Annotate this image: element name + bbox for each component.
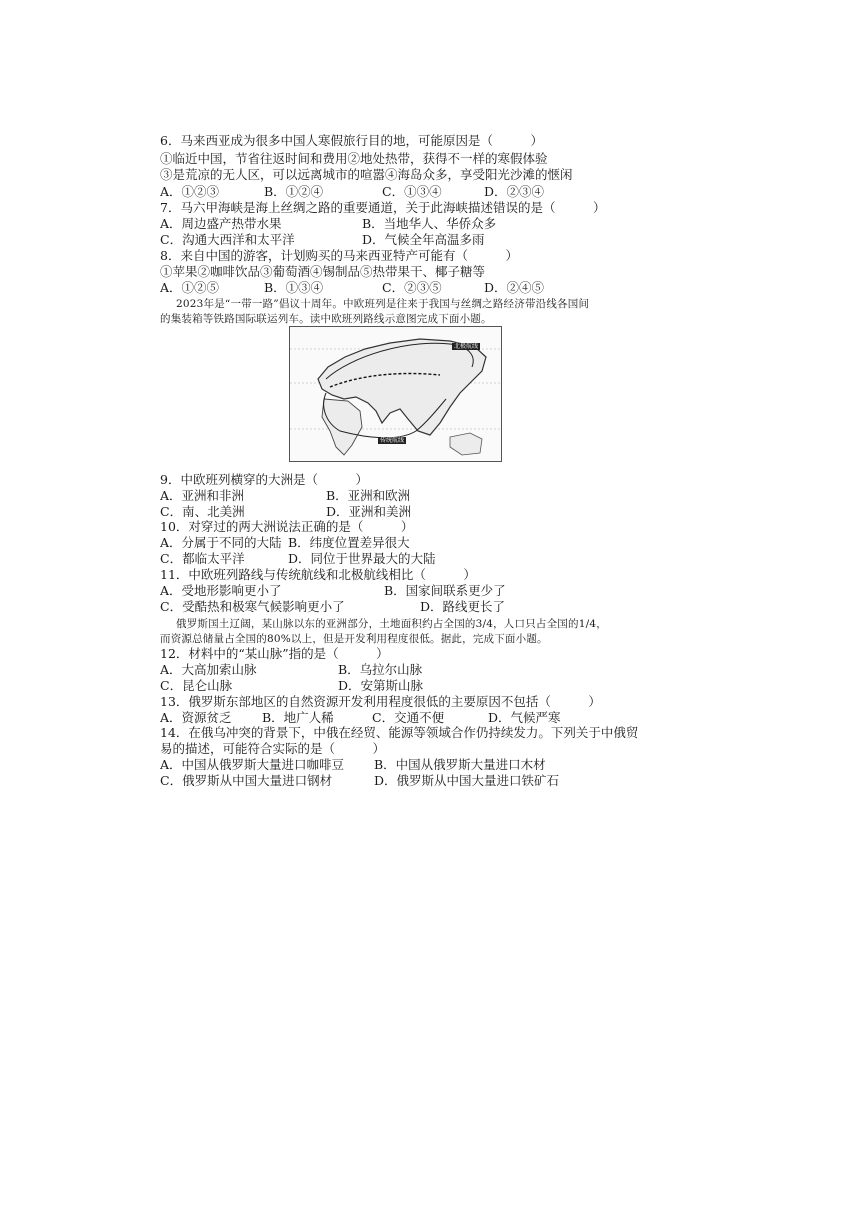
- q12-option-a: A．大高加索山脉: [160, 662, 257, 677]
- q6-stem: 6．马来西亚成为很多中国人寒假旅行目的地，可能原因是（ ）: [160, 133, 543, 148]
- china-europe-railway-map: [289, 326, 502, 462]
- q12-option-c: C．昆仑山脉: [160, 678, 233, 693]
- q9-option-a: A．亚洲和非洲: [160, 488, 245, 503]
- q11-option-a: A．受地形影响更小了: [160, 583, 282, 598]
- passage-1-line-1: 2023年是“一带一路”倡议十周年。中欧班列是往来于我国与丝绸之路经济带沿线各国间: [176, 298, 590, 310]
- q10-option-a: A．分属于不同的大陆: [160, 535, 282, 550]
- q10-option-b: B．纬度位置差异很大: [288, 535, 410, 550]
- q6-option-d: D．②③④: [484, 184, 545, 199]
- q9-option-d: D．亚洲和美洲: [326, 504, 412, 519]
- q11-option-c: C．受酷热和极寒气候影响更小了: [160, 599, 345, 614]
- q14-stem-line-2: 易的描述，可能符合实际的是（ ）: [160, 741, 386, 756]
- q8-option-c: C．②③⑤: [382, 280, 442, 295]
- q10-stem: 10．对穿过的两大洲说法正确的是（ ）: [160, 519, 414, 534]
- q13-option-c: C．交通不便: [372, 710, 445, 725]
- australia-landmass: [450, 433, 482, 455]
- q8-stem: 8．来自中国的游客，计划购买的马来西亚特产可能有（ ）: [160, 248, 518, 263]
- q12-option-d: D．安第斯山脉: [338, 678, 424, 693]
- q8-option-b: B．①③④: [264, 280, 324, 295]
- q14-option-a: A．中国从俄罗斯大量进口咖啡豆: [160, 757, 345, 772]
- q6-option-c: C．①③④: [382, 184, 442, 199]
- q7-option-d: D．气候全年高温多雨: [362, 232, 485, 247]
- q7-option-c: C．沟通大西洋和太平洋: [160, 232, 295, 247]
- q11-option-d: D．路线更长了: [420, 599, 506, 614]
- passage-2-line-2: 而资源总储量占全国的80%以上，但是开发利用程度很低。据此，完成下面小题。: [160, 633, 548, 645]
- q14-option-d: D．俄罗斯从中国大量进口铁矿石: [374, 773, 560, 788]
- q13-stem: 13．俄罗斯东部地区的自然资源开发利用程度很低的主要原因不包括（ ）: [160, 694, 601, 709]
- q10-option-d: D．同位于世界最大的大陆: [288, 551, 436, 566]
- q7-option-a: A．周边盛产热带水果: [160, 216, 282, 231]
- africa-landmass: [322, 399, 362, 455]
- q14-option-c: C．俄罗斯从中国大量进口钢材: [160, 773, 333, 788]
- q14-option-b: B．中国从俄罗斯大量进口木材: [374, 757, 546, 772]
- q6-statement-line-1: ①临近中国，节省往返时间和费用②地处热带，获得不一样的寒假体验: [160, 151, 548, 166]
- q6-option-b: B．①②④: [264, 184, 324, 199]
- passage-1-line-2: 的集装箱等铁路国际联运列车。读中欧班列路线示意图完成下面小题。: [160, 313, 492, 325]
- q13-option-a: A．资源贫乏: [160, 710, 232, 725]
- q7-stem: 7．马六甲海峡是海上丝绸之路的重要通道，关于此海峡描述错误的是（ ）: [160, 200, 606, 215]
- q9-stem: 9．中欧班列横穿的大洲是（ ）: [160, 472, 368, 487]
- passage-2-line-1: 俄罗斯国土辽阔，某山脉以东的亚洲部分，土地面积约占全国的3/4，人口只占全国的1/4，: [176, 618, 607, 630]
- q12-option-b: B．乌拉尔山脉: [338, 662, 423, 677]
- q11-option-b: B．国家间联系更少了: [384, 583, 506, 598]
- map-label-bottom: 传统航线: [380, 437, 405, 444]
- q12-stem: 12．材料中的“某山脉”指的是（ ）: [160, 646, 389, 661]
- q6-statement-line-2: ③是荒凉的无人区，可以远离城市的喧嚣④海岛众多，享受阳光沙滩的惬闲: [160, 167, 573, 182]
- q6-option-a: A．①②③: [160, 184, 220, 199]
- q7-option-b: B．当地华人、华侨众多: [362, 216, 497, 231]
- q13-option-d: D．气候严寒: [488, 710, 561, 725]
- q8-statement-line: ①苹果②咖啡饮品③葡萄酒④锡制品⑤热带果干、椰子糖等: [160, 264, 486, 279]
- q8-option-d: D．②④⑤: [484, 280, 545, 295]
- q10-option-c: C．都临太平洋: [160, 551, 245, 566]
- q9-option-b: B．亚洲和欧洲: [326, 488, 411, 503]
- q13-option-b: B．地广人稀: [262, 710, 334, 725]
- q11-stem: 11．中欧班列路线与传统航线和北极航线相比（ ）: [160, 567, 476, 582]
- q8-option-a: A．①②⑤: [160, 280, 220, 295]
- q14-stem: 14．在俄乌冲突的背景下，中俄在经贸、能源等领域合作仍持续发力。下列关于中俄贸: [160, 725, 639, 740]
- q9-option-c: C．南、北美洲: [160, 504, 245, 519]
- map-label-top: 北极航线: [454, 343, 479, 350]
